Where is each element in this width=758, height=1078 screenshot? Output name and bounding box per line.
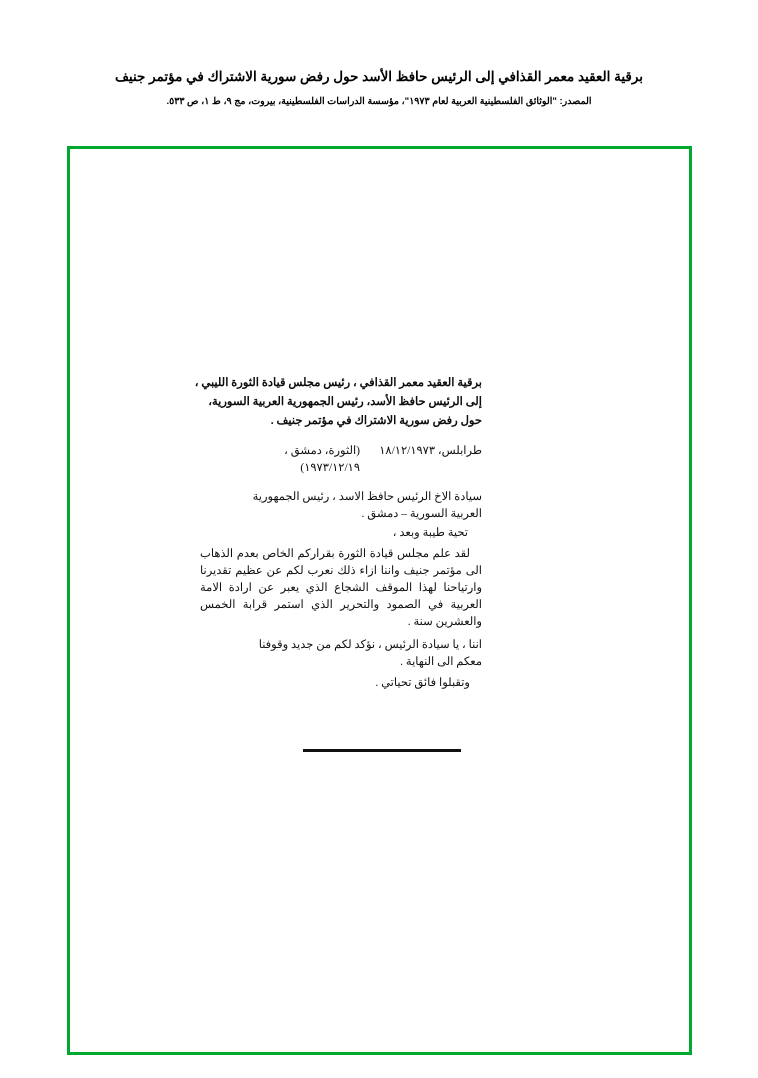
body-paragraph: لقد علم مجلس قيادة الثورة بقراركم الخاص بعدم الذهاب الى مؤتمر جنيف واننا ازاء ذلك نعرب لكم عن عظيم تقديرنا وارتياحنا لهذا الموقف الشجاع الذي يعبر عن ارادة الامة العربية في الصمود والتحرير الذي استمر قرابة الخمس والعشرين سنة . xyxy=(200,548,482,628)
page-title: برقية العقيد معمر القذافي إلى الرئيس حافظ الأسد حول رفض سورية الاشتراك في مؤتمر جنيف xyxy=(114,69,644,84)
closing-line-2: معكم الى النهاية . xyxy=(400,656,482,668)
telegram-heading-line-1: برقية العقيد معمر القذافي ، رئيس مجلس قيادة الثورة الليبي ، xyxy=(194,377,482,389)
telegram-heading-line-3: حول رفض سورية الاشتراك في مؤتمر جنيف . xyxy=(270,415,482,427)
salutation-line-1: سيادة الاخ الرئيس حافظ الاسد ، رئيس الجمهورية xyxy=(252,491,482,503)
signature-rule xyxy=(303,749,461,752)
dateline-source-line-1: (الثورة، دمشق ، xyxy=(284,445,360,457)
page-header xyxy=(0,68,758,109)
source-citation: المصدر: "الوثائق الفلسطينية العربية لعام ١٩٧٣"، مؤسسة الدراسات الفلسطينية، بيروت، مج ٩، ط ١، ص ٥٣٣. xyxy=(166,96,592,107)
salutation-line-2: العربية السورية – دمشق . xyxy=(361,508,482,520)
salutation xyxy=(200,489,482,523)
telegram-heading-line-2: إلى الرئيس حافظ الأسد، رئيس الجمهورية العربية السورية، xyxy=(208,396,482,408)
final-salutation: وتقبلوا فائق تحياتي . xyxy=(375,677,470,689)
closing-statement xyxy=(200,637,482,671)
telegram-heading xyxy=(194,374,482,431)
dateline xyxy=(200,443,482,477)
dateline-place-date: طرابلس، ١٨/١٢/١٩٧٣ xyxy=(379,445,482,457)
telegram-text-block xyxy=(194,374,482,692)
scanned-page-frame xyxy=(67,146,692,1055)
closing-line-1: اننا ، يا سيادة الرئيس ، نؤكد لكم من جديد وقوفنا xyxy=(258,639,482,651)
dateline-source-line-2: ١٩٧٣/١٢/١٩) xyxy=(300,462,360,474)
greeting-line: تحية طيبة وبعد ، xyxy=(392,527,468,539)
